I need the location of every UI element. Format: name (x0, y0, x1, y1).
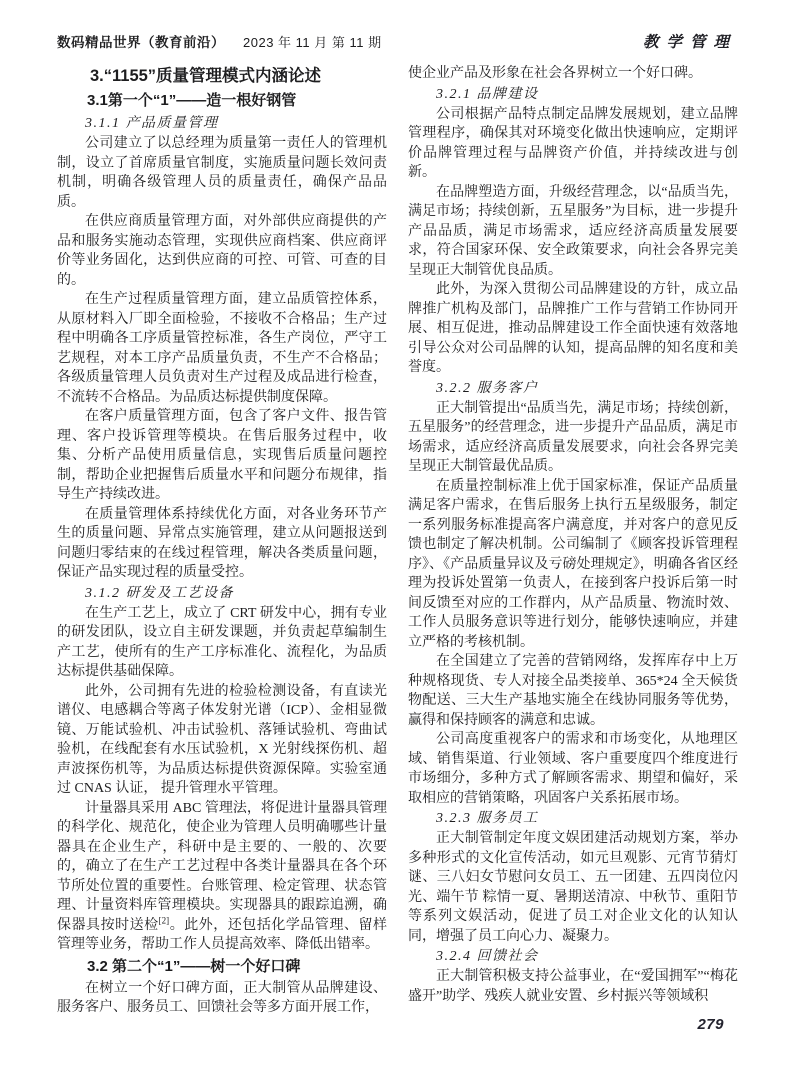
body-paragraph: 在质量控制标准上优于国家标准，保证产品质量满足客户需求，在售后服务上执行五星级服务，制定一系列服务标准提高客户满意度，并对客户的意见反馈也制定了解决机制。公司编制了《顾客投诉管理程序》、《产品质量异议及亏磅处理规定》，明确各省区经理为投诉处置第一负责人，在接到客户投诉后第一时间反馈至对应的工作群内，从产品质量、物流时效、工作人员服务意识等进行划分，能够快速响应，并建立严格的考核机制。 (408, 478, 738, 650)
issue-label: 2023 年 11 月 第 11 期 (243, 35, 382, 50)
body-paragraph: 在树立一个好口碑方面，正大制管从品牌建设、服务客户、服务员工、回馈社会等多方面开展工作， (57, 980, 387, 1015)
page-header (57, 30, 737, 52)
subsubsection-heading: 3.2.3 服务员工 (436, 811, 539, 826)
body-paragraph: 使企业产品及形象在社会各界树立一个好口碑。 (408, 66, 702, 81)
body-paragraph: 在生产工艺上，成立了 CRT 研发中心，拥有专业的研发团队，设立自主研发课题，并负责起草编制生产工艺，使所有的生产工序标准化、流程化，为品质达标提供基础保障。 (57, 605, 387, 679)
body-paragraph: 公司根据产品特点制定品牌发展规划，建立品牌管理程序，确保其对环境变化做出快速响应，定期评价品牌管理过程与品牌资产价值，并持续改进与创新。 (408, 106, 738, 180)
subsubsection-heading: 3.1.2 研发及工艺设备 (85, 585, 234, 601)
section-heading: 3.“1155”质量管理模式内涵论述 (90, 67, 322, 85)
body-paragraph: 在供应商质量管理方面，对外部供应商提供的产品和服务实施动态管理，实现供应商档案、供应商评价等业务固化，达到供应商的可控、可管、可查的目的。 (57, 214, 387, 288)
subsubsection-heading: 3.1.1 产品质量管理 (85, 116, 219, 131)
body-paragraph: 在品牌塑造方面，升级经营理念，以“品质当先，满足市场；持续创新，五星服务”为目标，进一步提升产品品质，满足市场需求，适应经济高质量发展要求，符合国家环保、安全政策要求，向社会各界完美呈现正大制管优良品质。 (408, 184, 738, 278)
subsubsection-heading: 3.2.4 回馈社会 (436, 949, 539, 964)
body-paragraph (57, 799, 387, 955)
header-left (57, 31, 382, 51)
subsection-heading: 3.1第一个“1”——造一根好钢管 (87, 92, 297, 109)
subsection-heading: 3.2 第二个“1”——树一个好口碑 (87, 957, 301, 975)
section-tag: 教学管理 (642, 34, 737, 51)
citation-superscript: [2] (158, 914, 170, 925)
journal-title: 数码精品世界（教育前沿） (57, 35, 225, 50)
body-paragraph: 此外，公司拥有先进的检验检测设备，有直读光谱仪、电感耦合等离子体发射光谱（ICP）、金相显微镜、万能试验机、冲击试验机、落锤试验机、弯曲试验机，在线配套有水压试验机，X 光射线探伤机、超声波探伤机等，为品质达标提供资源保障。实验室通过 CNAS 认证， 提升管理水平管理。 (57, 683, 387, 796)
left-column (57, 64, 387, 1018)
article-content (57, 64, 737, 1018)
body-paragraph: 此外，为深入贯彻公司品牌建设的方针，成立品牌推广机构及部门，品牌推广工作与营销工作协同开展、相互促进，推动品牌建设工作全面快速有效落地引导公众对公司品牌的认知，提高品牌的知名度和美誉度。 (408, 282, 738, 375)
body-paragraph: 在生产过程质量管理方面，建立品质管控体系，从原材料入厂即全面检验，不接收不合格品；生产过程中明确各工序质量管控标准，各生产岗位，严守工艺规程，对本工序产品质量负责，不生产不合格品；各级质量管理人员负责对生产过程及成品进行检查，不流转不合格品。为品质达标提供制度保障。 (57, 292, 387, 405)
paragraph-text: 计量器具采用 ABC 管理法，将促进计量器具管理的科学化、规范化，使企业为管理人员明确哪些计量器具在企业生产，科研中是主要的、一般的、次要的，确立了在生产工艺过程中各类计量器具在各个环节所处位置的重要性。台账管理、检定管理、状态管理、计量资料库管理模块。实现器具的跟踪追溯，确保器具按时送检 (57, 800, 387, 933)
body-paragraph: 在质量管理体系持续优化方面，对各业务环节产生的质量问题、异常点实施管理，建立从问题报送到问题归零结束的在线过程管理，解决各类质量问题，保证产品实现过程的质量受控。 (57, 506, 387, 580)
body-paragraph: 正大制管积极支持公益事业，在“爱国拥军”“梅花盛开”助学、残疾人就业安置、乡村振兴等领域积 (408, 969, 738, 1004)
right-column (408, 64, 738, 1018)
page-number: 279 (697, 1016, 724, 1033)
body-paragraph: 在全国建立了完善的营销网络，发挥库存中上万种规格现货、专人对接全品类接单、365*24 全天候货物配送、三大生产基地实施全在线协同服务等优势，赢得和保持顾客的满意和忠诚。 (408, 654, 738, 728)
subsubsection-heading: 3.2.1 品牌建设 (436, 86, 539, 102)
body-paragraph: 公司建立了以总经理为质量第一责任人的管理机制，设立了首席质量官制度，实施质量问题长效问责机制，明确各级管理人员的质量责任，确保产品品质。 (57, 136, 387, 210)
subsubsection-heading: 3.2.2 服务客户 (436, 380, 539, 396)
body-paragraph: 在客户质量管理方面，包含了客户文件、报告管理、客户投诉管理等模块。在售后服务过程中，收集、分析产品使用质量信息，实现售后质量问题控制，帮助企业把握售后质量水平和问题分布规律，指导生产持续改进。 (57, 409, 387, 502)
body-paragraph: 正大制管提出“品质当先，满足市场；持续创新，五星服务”的经营理念，进一步提升产品品质，满足市场需求，适应经济高质量发展要求，向社会各界完美呈现正大制管最优品质。 (408, 400, 738, 474)
body-paragraph: 正大制管制定年度文娱团建活动规划方案，举办多种形式的文化宣传活动，如元旦观影、元宵节猜灯谜、三八妇女节慰问女员工、五一团建、五四岗位闪光、端午节 粽情一夏、暑期送清凉、中秋节、重阳节等系列文娱活动，促进了员工对企业文化的认知认同，增强了员工向心力、凝聚力。 (408, 831, 738, 944)
paragraph-text: 。此外，还包括化学品管理、留样管理等业务，帮助工作人员提高效率、降低出错率。 (57, 917, 388, 952)
body-paragraph: 公司高度重视客户的需求和市场变化，从地理区域、销售渠道、行业领域、客户重要度四个维度进行市场细分，多种方式了解顾客需求、期望和偏好，采取相应的营销策略，巩固客户关系拓展市场。 (408, 732, 738, 806)
